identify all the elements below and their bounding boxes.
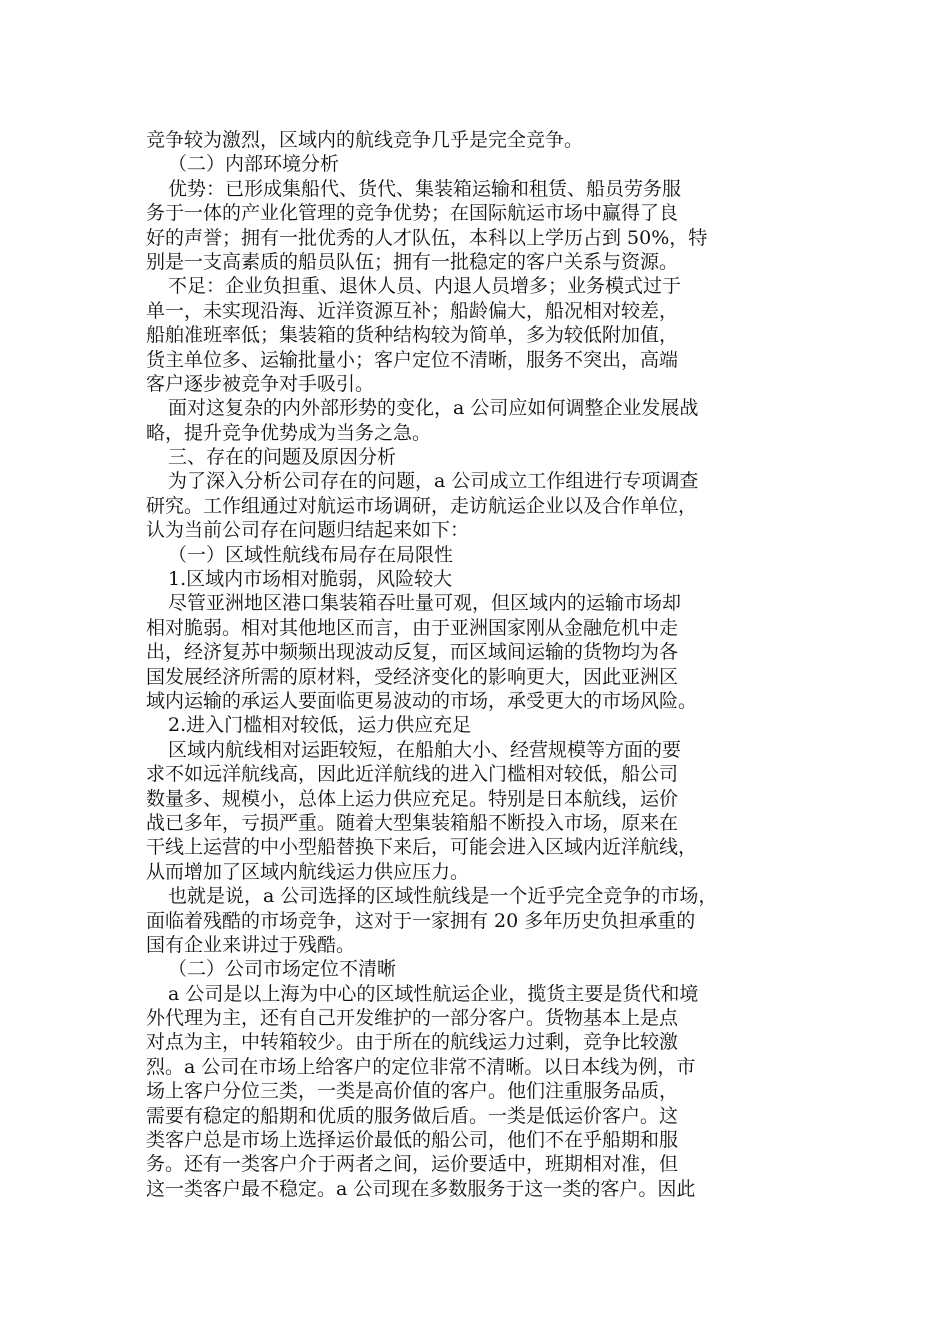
text-line: 船舶准班率低；集装箱的货种结构较为简单，多为较低附加值， <box>146 324 679 347</box>
text-line: a 公司是以上海为中心的区域性航运企业，揽货主要是货代和境 <box>168 982 699 1005</box>
text-line: 客户逐步被竞争对手吸引。 <box>146 372 375 395</box>
text-line: 国发展经济所需的原材料，受经济变化的影响更大，因此亚洲区 <box>146 665 679 688</box>
text-line: 好的声誉；拥有一批优秀的人才队伍，本科以上学历占到 50%，特 <box>146 226 708 249</box>
text-line: 外代理为主，还有自己开发维护的一部分客户。货物基本上是点 <box>146 1007 679 1030</box>
text-line: 国有企业来讲过于残酷。 <box>146 933 356 956</box>
text-line: 干线上运营的中小型船替换下来后，可能会进入区域内近洋航线， <box>146 836 698 859</box>
text-line: 从而增加了区域内航线运力供应压力。 <box>146 860 470 883</box>
text-line: 为了深入分析公司存在的问题，a 公司成立工作组进行专项调查 <box>168 470 699 493</box>
text-line: 尽管亚洲地区港口集装箱吞吐量可观，但区域内的运输市场却 <box>168 592 682 615</box>
text-line: 别是一支高素质的船员队伍；拥有一批稳定的客户关系与资源。 <box>146 250 679 273</box>
text-line: 战已多年，亏损严重。随着大型集装箱船不断投入市场，原来在 <box>146 811 679 834</box>
text-line: 求不如远洋航线高，因此近洋航线的进入门槛相对较低，船公司 <box>146 763 679 786</box>
text-line: 略，提升竞争优势成为当务之急。 <box>146 421 432 444</box>
text-line: 1.区域内市场相对脆弱，风险较大 <box>168 568 453 591</box>
text-line: 场上客户分位三类，一类是高价值的客户。他们注重服务品质， <box>146 1080 679 1103</box>
text-line: 货主单位多、运输批量小；客户定位不清晰，服务不突出，高端 <box>146 348 679 371</box>
text-line: 也就是说，a 公司选择的区域性航线是一个近乎完全竞争的市场， <box>168 885 718 908</box>
text-line: 认为当前公司存在问题归结起来如下： <box>146 519 470 542</box>
text-line: 需要有稳定的船期和优质的服务做后盾。一类是低运价客户。这 <box>146 1104 679 1127</box>
text-line: 烈。a 公司在市场上给客户的定位非常不清晰。以日本线为例，市 <box>146 1055 696 1078</box>
text-line: 出，经济复苏中频频出现波动反复，而区域间运输的货物均为各 <box>146 641 679 664</box>
text-line: 优势：已形成集船代、货代、集装箱运输和租赁、船员劳务服 <box>168 177 682 200</box>
text-line: 竞争较为激烈，区域内的航线竞争几乎是完全竞争。 <box>146 129 584 151</box>
text-line: 相对脆弱。相对其他地区而言，由于亚洲国家刚从金融危机中走 <box>146 616 679 639</box>
text-line: 区域内航线相对运距较短，在船舶大小、经营规模等方面的要 <box>168 738 682 761</box>
text-line: 2.进入门槛相对较低，运力供应充足 <box>168 714 472 737</box>
text-line: 面临着残酷的市场竞争，这对于一家拥有 20 多年历史负担承重的 <box>146 909 696 932</box>
document-page <box>146 128 806 1201</box>
text-line: 研究。工作组通过对航运市场调研，走访航运企业以及合作单位， <box>146 494 698 517</box>
text-line: （二）公司市场定位不清晰 <box>168 958 397 981</box>
text-line: 务。还有一类客户介于两者之间，运价要适中，班期相对准，但 <box>146 1153 679 1176</box>
text-line: （二）内部环境分析 <box>168 153 340 176</box>
text-line: 这一类客户最不稳定。a 公司现在多数服务于这一类的客户。因此 <box>146 1177 696 1200</box>
text-line: 域内运输的承运人要面临更易波动的市场，承受更大的市场风险。 <box>146 689 698 712</box>
text-line: 不足：企业负担重、退休人员、内退人员增多；业务模式过于 <box>168 275 682 298</box>
text-line: 面对这复杂的内外部形势的变化，a 公司应如何调整企业发展战 <box>168 397 699 420</box>
text-line: （一）区域性航线布局存在局限性 <box>168 543 454 566</box>
text-line: 对点为主，中转箱较少。由于所在的航线运力过剩，竞争比较激 <box>146 1031 679 1054</box>
text-line: 数量多、规模小，总体上运力供应充足。特别是日本航线，运价 <box>146 787 679 810</box>
text-line: 类客户总是市场上选择运价最低的船公司，他们不在乎船期和服 <box>146 1129 679 1152</box>
text-line: 务于一体的产业化管理的竞争优势；在国际航运市场中赢得了良 <box>146 202 679 225</box>
text-line: 单一，未实现沿海、近洋资源互补；船龄偏大，船况相对较差， <box>146 299 679 322</box>
text-line: 三、存在的问题及原因分析 <box>168 446 397 469</box>
